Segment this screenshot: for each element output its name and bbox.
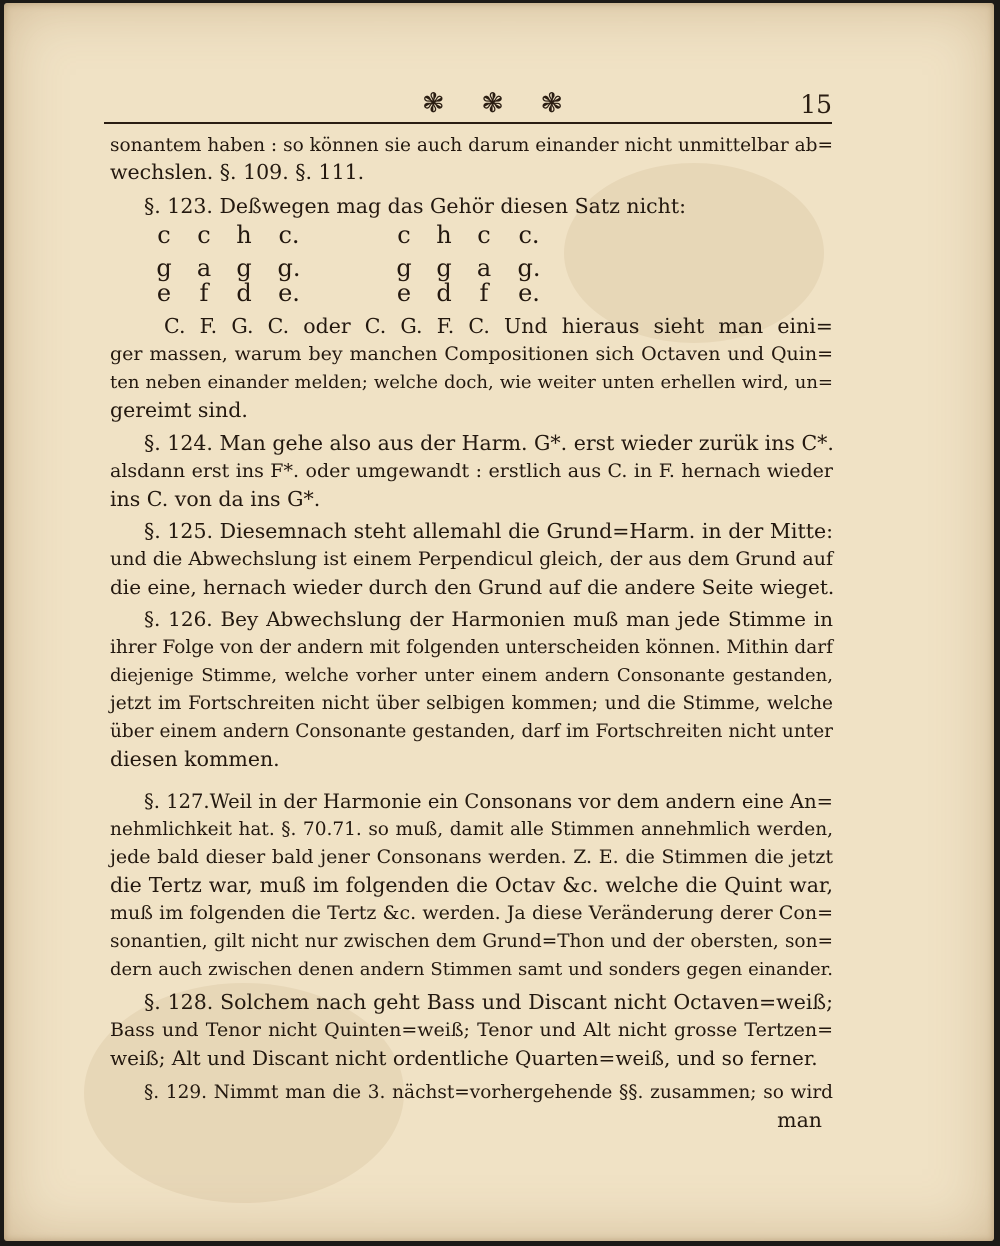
catchword: man [777,1108,822,1132]
text-line: diejenige Stimme, welche vorher unter einem andern Consonante gestanden, [110,665,833,686]
note-row [144,279,564,307]
note: c [157,221,171,249]
text-line: wechslen. §. 109. §. 111. [110,160,365,184]
note: g. [277,254,301,282]
book-page [4,3,994,1241]
text-line: Bass und Tenor nicht Quinten=weiß; Tenor und Alt nicht grosse Tertzen= [110,1019,833,1041]
text-line: die Tertz war, muß im folgenden die Octav &c. welche die Quint war, [110,873,833,897]
text-line: über einem andern Consonante gestanden, darf im Fortschreiten nicht unter [110,721,833,742]
note: g [156,254,172,282]
note: c [197,221,211,249]
text-line: §. 127.Weil in der Harmonie ein Consonans vor dem andern eine An= [144,790,833,813]
page-number: 15 [800,90,832,119]
text-line: sonantien, gilt nicht nur zwischen dem Grund=Thon und der obersten, son= [110,931,833,952]
note: e [396,279,412,307]
note: g [236,254,252,282]
note: c [477,221,491,249]
note: e. [278,279,300,307]
text-line: gereimt sind. [110,398,248,422]
text-line: jetzt im Fortschreiten nicht über selbigen kommen; und die Stimme, welche [110,693,833,714]
text-line: jede bald dieser bald jener Consonans werden. Z. E. die Stimmen die jetzt [110,846,833,868]
header-rule [104,122,832,124]
note: g [436,254,452,282]
note: h [436,221,452,249]
note: d [236,279,252,307]
text-line: nehmlichkeit hat. §. 70.71. so muß, damit alle Stimmen annehmlich werden, [110,819,833,840]
text-line: dern auch zwischen denen andern Stimmen samt und sonders gegen einander. [110,959,833,980]
text-line: alsdann erst ins F*. oder umgewandt : erstlich aus C. in F. hernach wieder [110,460,833,482]
text-line: die eine, hernach wieder durch den Grund auf die andere Seite wieget. [110,575,835,599]
page-header [112,88,832,122]
text-line: C. F. G. C. oder C. G. F. C. Und hieraus sieht man eini= [164,314,833,338]
text-line: diesen kommen. [110,747,280,771]
text-line: weiß; Alt und Discant nicht ordentliche Quarten=weiß, und so ferner. [110,1046,818,1070]
ornament: ❃ ❃ ❃ [422,88,578,119]
text-line: §. 128. Solchem nach geht Bass und Discant nicht Octaven=weiß; [144,990,833,1014]
text-line: ins C. von da ins G*. [110,487,321,511]
note: c. [518,221,540,249]
note-row [144,254,564,282]
text-line: §. 123. Deßwegen mag das Gehör diesen Satz nicht: [144,194,686,218]
note: f [199,279,209,307]
text-line: ger massen, warum bey manchen Compositionen sich Octaven und Quin= [110,343,833,365]
text-line: §. 125. Diesemnach steht allemahl die Grund=Harm. in der Mitte: [144,519,833,543]
note: c. [278,221,300,249]
note: a [196,254,212,282]
note-row [144,221,564,249]
text-line: sonantem haben : so können sie auch darum einander nicht unmittelbar ab= [110,135,833,156]
note: c [397,221,411,249]
note: g [396,254,412,282]
note: a [476,254,492,282]
note: h [236,221,252,249]
text-line: ihrer Folge von der andern mit folgenden unterscheiden können. Mithin darf [110,637,833,658]
note: e. [518,279,540,307]
note: e [156,279,172,307]
text-line: und die Abwechslung ist einem Perpendicul gleich, der aus dem Grund auf [110,548,833,570]
text-line: §. 126. Bey Abwechslung der Harmonien muß man jede Stimme in [144,607,833,631]
note: d [436,279,452,307]
text-line: §. 129. Nimmt man die 3. nächst=vorhergehende §§. zusammen; so wird [144,1082,833,1103]
text-line: muß im folgenden die Tertz &c. werden. Ja diese Veränderung derer Con= [110,902,833,924]
text-line: ten neben einander melden; welche doch, wie weiter unten erhellen wird, un= [110,372,833,393]
note: g. [517,254,541,282]
note: f [479,279,489,307]
text-line: §. 124. Man gehe also aus der Harm. G*. erst wieder zurük ins C*. [144,431,834,455]
